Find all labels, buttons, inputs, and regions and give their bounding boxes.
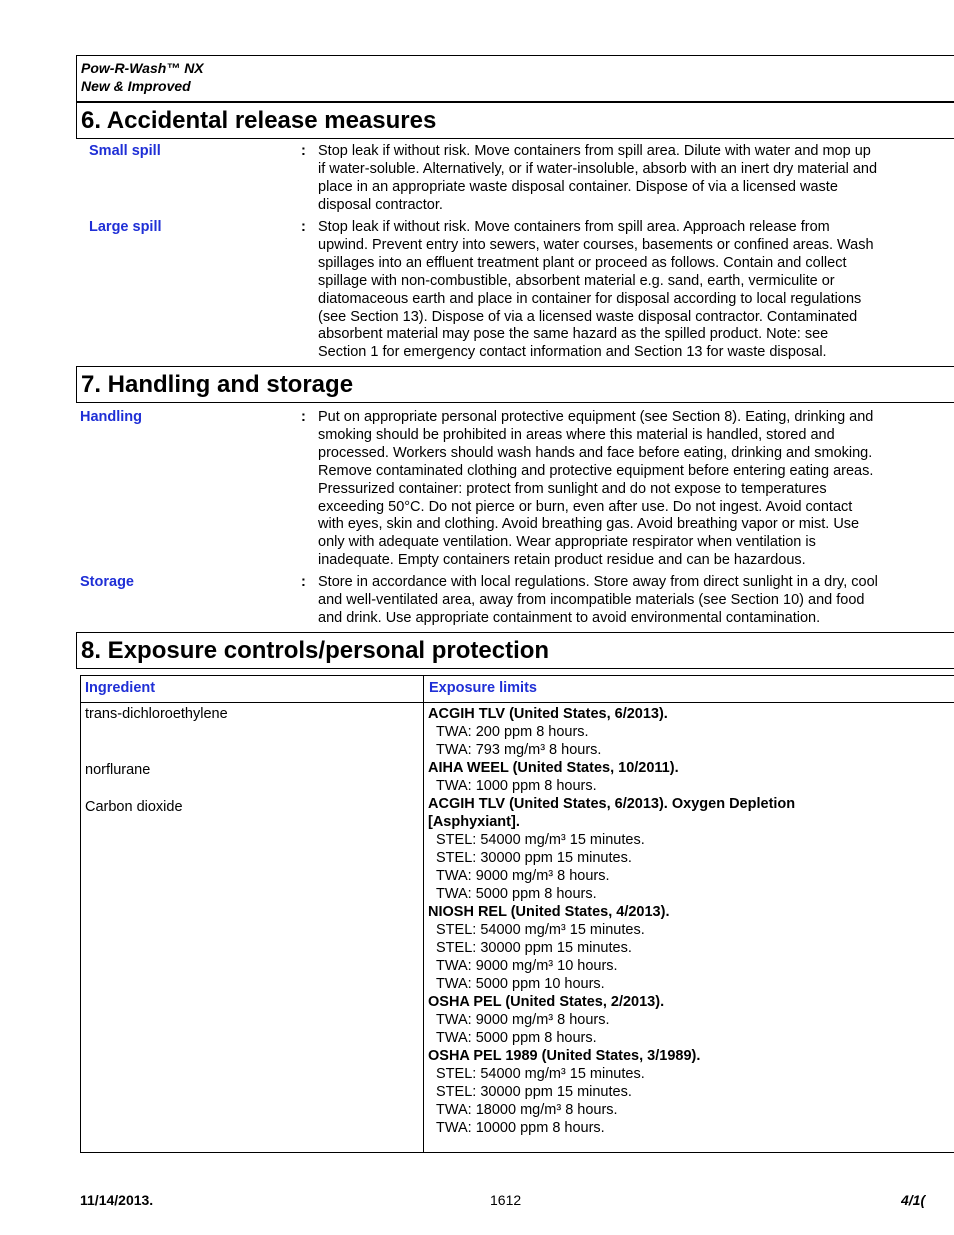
- text-line: Store in accordance with local regulations. Store away from direct sunlight in a dry, cool: [318, 574, 878, 590]
- text-line: Stop leak if without risk. Move containers from spill area. Dilute with water and mop up: [318, 143, 871, 159]
- text-line: Section 1 for emergency contact information and Section 13 for waste disposal.: [318, 344, 827, 361]
- text-line: processed. Workers should wash hands and face before eating, drinking and smoking.: [318, 444, 873, 461]
- limit-value: STEL: 54000 mg/m³ 15 minutes.: [436, 832, 645, 848]
- text-line: and drink. Use appropriate containment to avoid environmental contamination.: [318, 609, 821, 626]
- limit-value: TWA: 1000 ppm 8 hours.: [436, 778, 597, 794]
- section-6-heading: [76, 102, 954, 139]
- section-7-title: 7. Handling and storage: [81, 371, 354, 398]
- product-subtitle: New & Improved: [81, 78, 191, 94]
- text-line: only with adequate ventilation. Wear appropriate respirator when ventilation is: [318, 534, 816, 551]
- limit-value: TWA: 5000 ppm 8 hours.: [436, 886, 597, 902]
- limit-value: TWA: 10000 ppm 8 hours.: [436, 1120, 605, 1136]
- limit-value: TWA: 18000 mg/m³ 8 hours.: [436, 1102, 618, 1118]
- footer-code: 1612: [490, 1192, 522, 1208]
- header-divider: [81, 702, 954, 703]
- limit-value: TWA: 9000 mg/m³ 10 hours.: [436, 958, 618, 974]
- limit-source: AIHA WEEL (United States, 10/2011).: [428, 760, 679, 776]
- limit-source: OSHA PEL (United States, 2/2013).: [428, 994, 665, 1010]
- limit-value: TWA: 200 ppm 8 hours.: [436, 724, 589, 740]
- text-line: upwind. Prevent entry into sewers, water courses, basements or confined areas. Wash: [318, 236, 874, 253]
- text-line: if water-soluble. Alternatively, or if water-insoluble, absorb with an inert dry material and: [318, 160, 878, 177]
- text-line: disposal contractor.: [318, 196, 443, 213]
- ingredient-cell: trans-dichloroethylene: [85, 706, 228, 722]
- text-line: inadequate. Empty containers retain product residue and can be hazardous.: [318, 552, 806, 569]
- limit-source: ACGIH TLV (United States, 6/2013). Oxygen Depletion: [428, 796, 796, 812]
- limit-value: STEL: 30000 ppm 15 minutes.: [436, 850, 632, 866]
- colon: :: [301, 409, 306, 425]
- text-line: Pressurized container: protect from sunlight and do not expose to temperatures: [318, 480, 827, 497]
- text-line: Stop leak if without risk. Move containers from spill area. Approach release from: [318, 219, 830, 235]
- limit-value: TWA: 793 mg/m³ 8 hours.: [436, 742, 602, 758]
- limit-source: [Asphyxiant].: [428, 814, 520, 830]
- footer-page-number: 4/1(: [901, 1192, 926, 1208]
- limit-value: STEL: 54000 mg/m³ 15 minutes.: [436, 1066, 645, 1082]
- large-spill-text: [318, 219, 926, 362]
- large-spill-label: Large spill: [89, 219, 162, 235]
- colon: :: [301, 574, 306, 590]
- limit-value: STEL: 30000 ppm 15 minutes.: [436, 940, 632, 956]
- section-8-heading: [76, 632, 954, 669]
- section-8-title: 8. Exposure controls/personal protection: [81, 637, 550, 664]
- storage-text: [318, 574, 926, 628]
- text-line: diatomaceous earth and place in container for disposal according to local regulations: [318, 290, 862, 307]
- text-line: spillages into an effluent treatment plant or proceed as follows. Contain and collect: [318, 254, 847, 271]
- limit-source: ACGIH TLV (United States, 6/2013).: [428, 706, 668, 722]
- small-spill-label: Small spill: [89, 143, 161, 159]
- section-6-title: 6. Accidental release measures: [81, 107, 437, 134]
- text-line: with eyes, skin and clothing. Avoid breathing gas. Avoid breathing vapor or mist. Use: [318, 516, 860, 533]
- handling-text: [318, 409, 926, 570]
- text-line: Put on appropriate personal protective equipment (see Section 8). Eating, drinking and: [318, 409, 874, 425]
- limit-value: TWA: 9000 mg/m³ 8 hours.: [436, 1012, 610, 1028]
- product-name: Pow-R-Wash™ NX: [81, 60, 204, 76]
- limit-source: OSHA PEL 1989 (United States, 3/1989).: [428, 1048, 701, 1064]
- limit-value: STEL: 54000 mg/m³ 15 minutes.: [436, 922, 645, 938]
- handling-label: Handling: [80, 409, 143, 425]
- colon: :: [301, 219, 306, 235]
- text-line: (see Section 13). Dispose of via a licensed waste disposal contractor. Contaminated: [318, 308, 858, 325]
- section-7-heading: [76, 366, 954, 403]
- storage-label: Storage: [80, 574, 134, 590]
- text-line: place in an appropriate waste disposal container. Dispose of via a licensed waste: [318, 178, 838, 195]
- small-spill-text: [318, 143, 926, 215]
- column-header-ingredient: Ingredient: [85, 680, 156, 696]
- limit-value: TWA: 5000 ppm 10 hours.: [436, 976, 605, 992]
- text-line: and well-ventilated area, away from incompatible materials (see Section 10) and food: [318, 591, 865, 608]
- column-divider: [423, 676, 424, 1152]
- ingredient-cell: norflurane: [85, 762, 151, 778]
- limit-value: TWA: 5000 ppm 8 hours.: [436, 1030, 597, 1046]
- text-line: Remove contaminated clothing and protective equipment before entering eating areas.: [318, 462, 874, 479]
- limit-value: TWA: 9000 mg/m³ 8 hours.: [436, 868, 610, 884]
- document-header: [76, 55, 954, 102]
- limit-source: NIOSH REL (United States, 4/2013).: [428, 904, 670, 920]
- text-line: absorbent material may pose the same hazard as the spilled product. Note: see: [318, 326, 829, 343]
- colon: :: [301, 143, 306, 159]
- column-header-exposure-limits: Exposure limits: [429, 680, 537, 696]
- text-line: smoking should be prohibited in areas where this material is handled, stored and: [318, 426, 835, 443]
- text-line: spillage with non-combustible, absorbent material e.g. sand, earth, vermiculite or: [318, 272, 835, 289]
- limit-value: STEL: 30000 ppm 15 minutes.: [436, 1084, 632, 1100]
- exposure-limits-list: [428, 705, 795, 1137]
- text-line: exceeding 50°C. Do not pierce or burn, even after use. Do not ingest. Avoid contact: [318, 498, 853, 515]
- ingredient-cell: Carbon dioxide: [85, 799, 183, 815]
- footer-date: 11/14/2013.: [80, 1192, 154, 1208]
